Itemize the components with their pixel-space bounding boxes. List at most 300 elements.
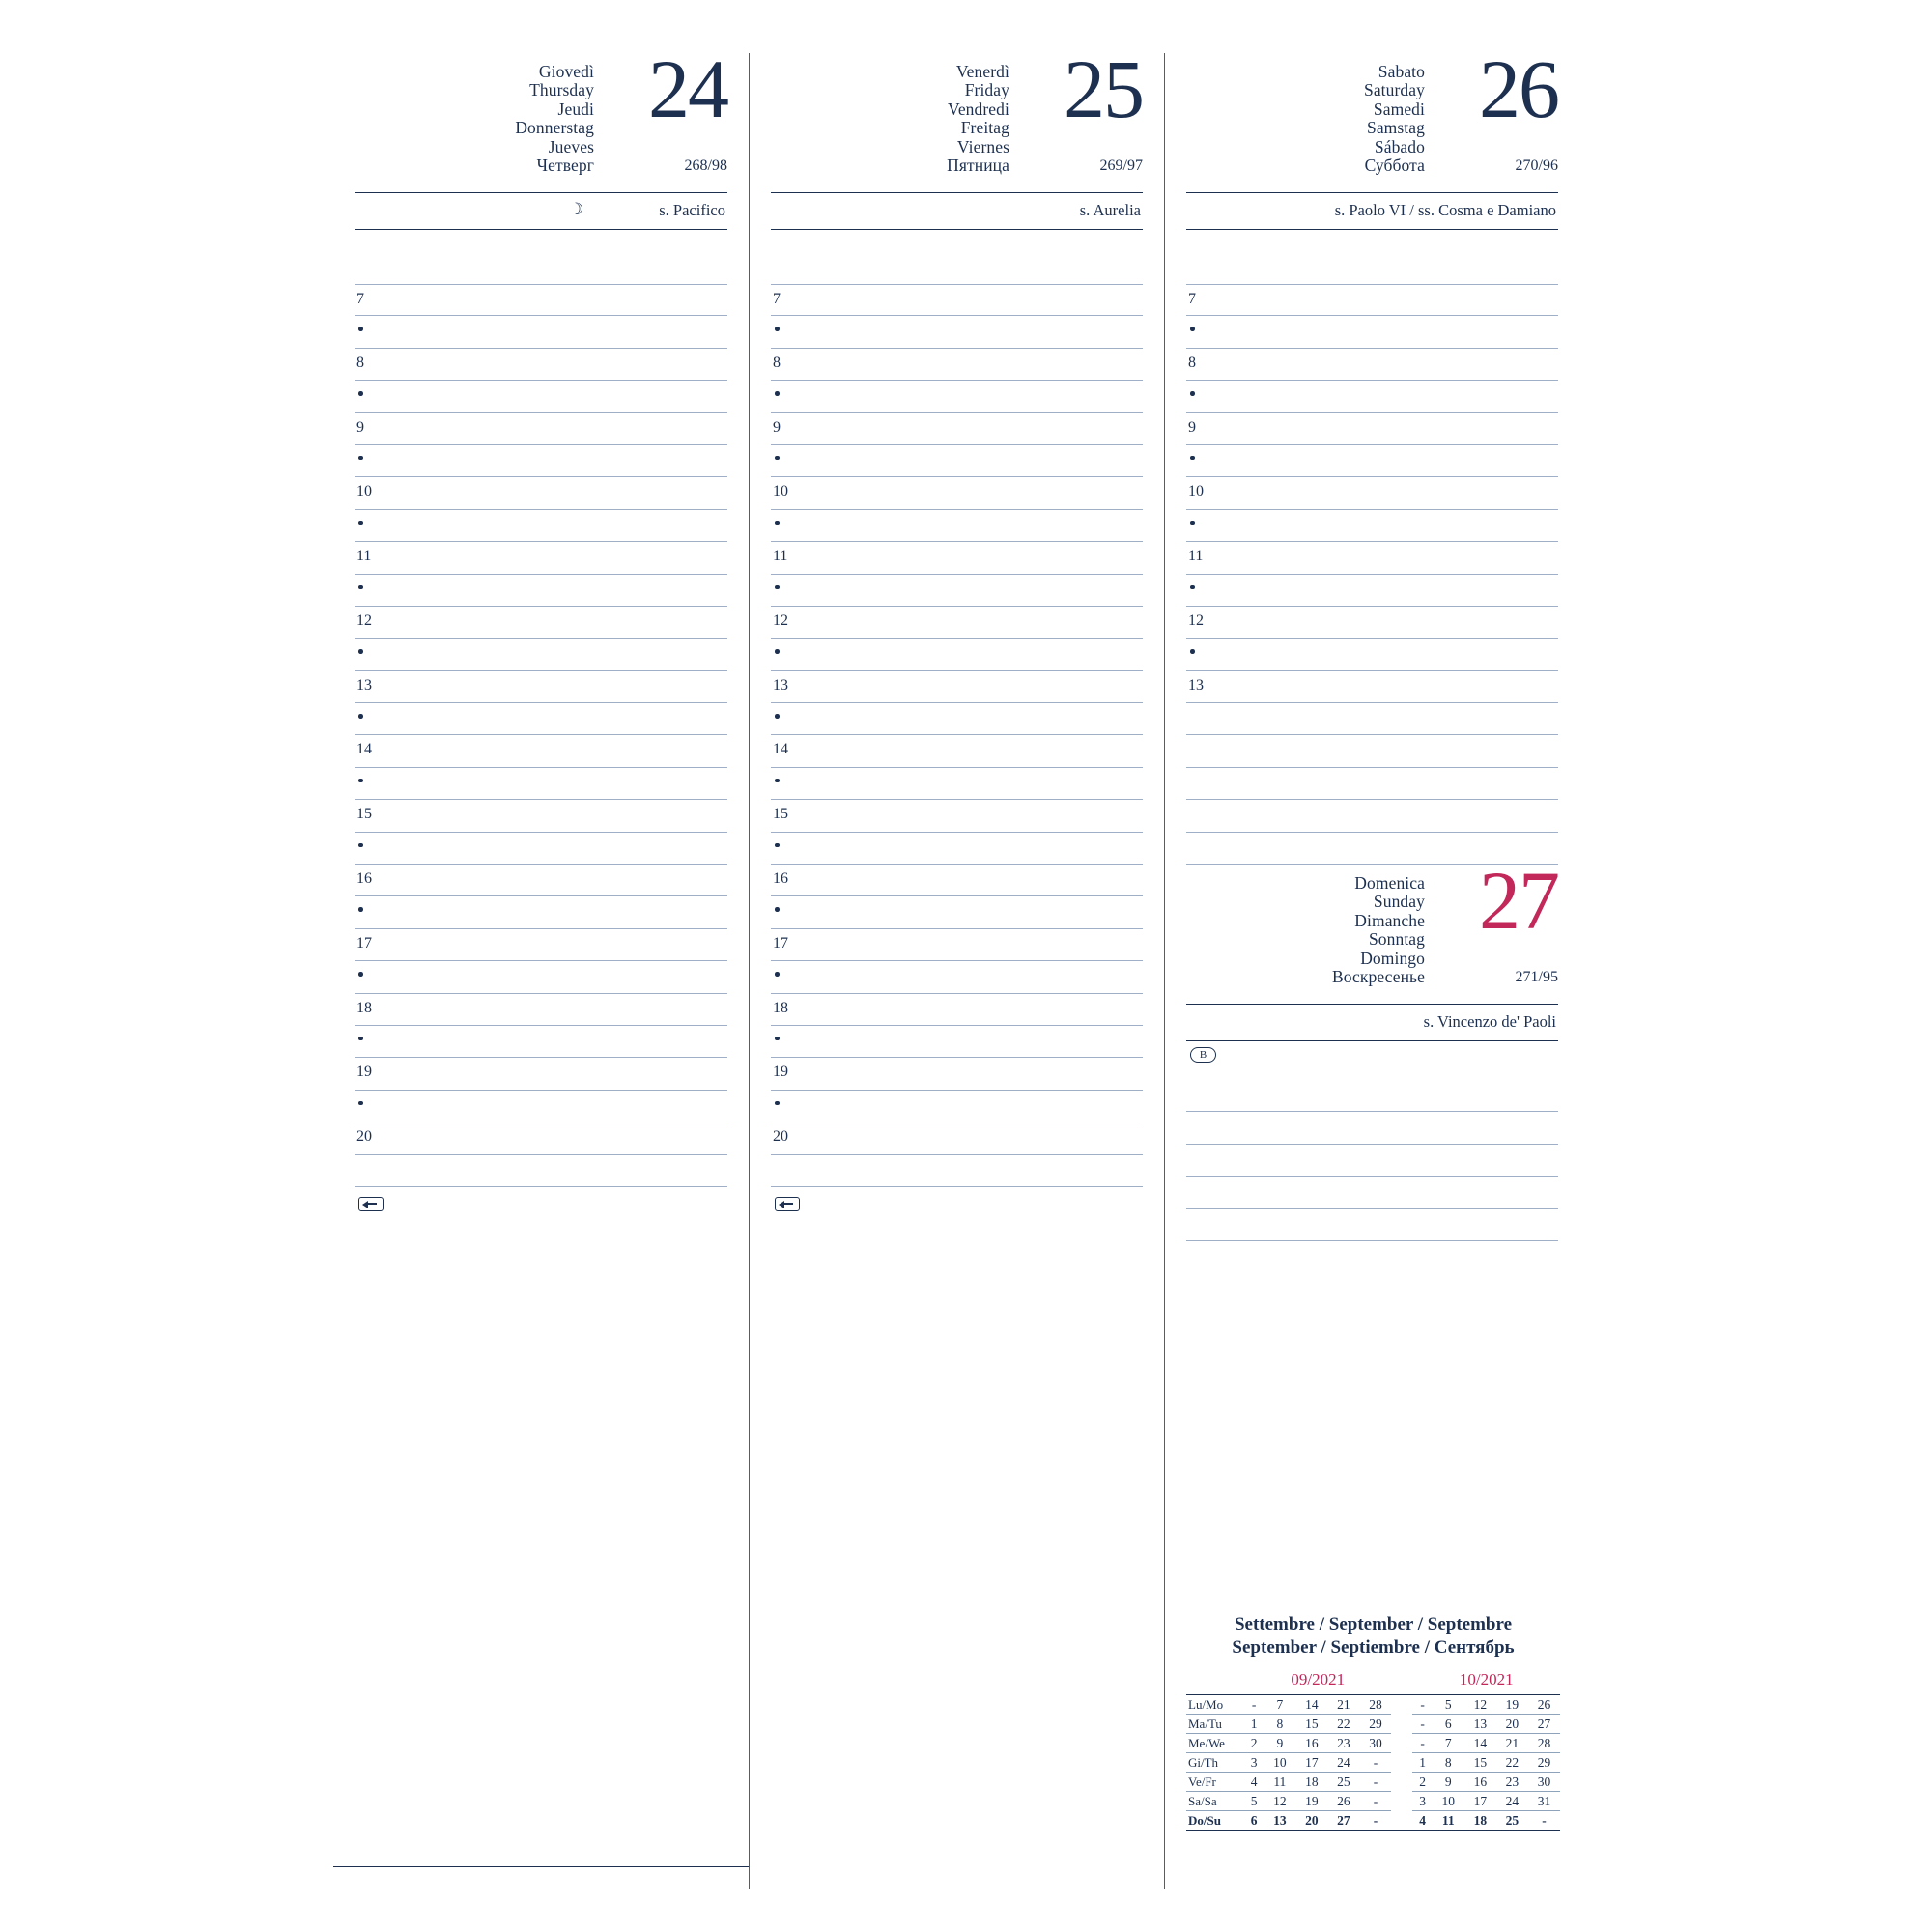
hour-label: 11 [773, 548, 788, 565]
day-name-es: Sábado [1374, 136, 1425, 156]
bookmark-icon[interactable] [1186, 1041, 1558, 1080]
hour-row[interactable] [771, 929, 1143, 961]
date-cell: 18 [1295, 1773, 1327, 1792]
half-hour-dot [775, 521, 780, 526]
saint-name: s. Vincenzo de' Paoli [1423, 1012, 1556, 1032]
hour-label: 7 [356, 291, 364, 307]
day-name-en: Saturday [1363, 80, 1425, 100]
hour-row[interactable] [771, 994, 1143, 1026]
hour-row[interactable] [355, 477, 727, 509]
extra-row[interactable] [1186, 735, 1558, 767]
hour-row[interactable] [355, 1058, 727, 1090]
day-header [771, 43, 1143, 188]
half-hour-row[interactable] [771, 575, 1143, 607]
sunday-note-row[interactable] [1186, 1209, 1558, 1241]
date-cell: 13 [1264, 1811, 1295, 1831]
day-name-fr: Jeudi [557, 99, 594, 119]
hour-label: 7 [773, 291, 781, 307]
hour-grid [1186, 284, 1558, 865]
half-hour-dot [358, 779, 363, 783]
date-cell: 21 [1496, 1734, 1528, 1753]
table-row [1186, 1753, 1560, 1773]
hour-row[interactable] [355, 1122, 727, 1154]
hour-label: 15 [356, 806, 372, 823]
note-tag-icon[interactable] [355, 1187, 727, 1226]
date-cell: 28 [1359, 1695, 1391, 1715]
weekday-label: Me/We [1186, 1734, 1244, 1753]
mini-calendar [1186, 1613, 1560, 1831]
half-hour-dot [358, 714, 363, 719]
table-row [1186, 1773, 1560, 1792]
hour-label: 17 [356, 934, 372, 952]
half-hour-row[interactable] [771, 768, 1143, 800]
half-hour-dot [358, 972, 363, 977]
date-cell: - [1359, 1773, 1391, 1792]
sunday-note-row[interactable] [1186, 1080, 1558, 1112]
hour-row[interactable] [355, 607, 727, 639]
half-hour-row[interactable] [771, 833, 1143, 865]
half-hour-dot [775, 843, 780, 848]
half-hour-row[interactable] [771, 1091, 1143, 1122]
date-cell: 14 [1464, 1734, 1496, 1753]
date-cell: 6 [1433, 1715, 1464, 1734]
date-cell: 12 [1264, 1792, 1295, 1811]
half-hour-row[interactable] [771, 316, 1143, 348]
day-progress: 270/96 [1515, 157, 1558, 174]
hour-row[interactable] [355, 735, 727, 767]
half-hour-row[interactable] [771, 445, 1143, 477]
hour-label: 17 [773, 934, 788, 952]
saint-line [1186, 193, 1558, 229]
date-cell: 2 [1412, 1773, 1432, 1792]
hour-row[interactable] [771, 349, 1143, 381]
half-hour-dot [358, 456, 363, 461]
hour-label: 13 [773, 676, 788, 694]
table-row [1186, 1811, 1560, 1831]
date-cell: 22 [1496, 1753, 1528, 1773]
date-cell: 2 [1244, 1734, 1264, 1753]
half-hour-row[interactable] [771, 896, 1143, 928]
half-hour-row[interactable] [355, 703, 727, 735]
mini-calendar-title-line1: Settembre / September / Septembre [1234, 1614, 1513, 1634]
date-cell: 29 [1359, 1715, 1391, 1734]
half-hour-dot [1190, 456, 1195, 461]
hour-row[interactable] [771, 800, 1143, 832]
date-cell-highlight: 25 [1327, 1773, 1359, 1792]
half-hour-row[interactable] [355, 833, 727, 865]
hour-label: 9 [773, 418, 781, 436]
half-hour-dot [775, 456, 780, 461]
date-cell: - [1359, 1753, 1391, 1773]
date-cell: - [1359, 1792, 1391, 1811]
hour-row[interactable] [771, 477, 1143, 509]
half-hour-row[interactable] [355, 961, 727, 993]
half-hour-dot [358, 327, 363, 331]
sunday-block [1186, 854, 1558, 1241]
extra-row[interactable] [1186, 703, 1558, 735]
half-hour-row[interactable] [771, 381, 1143, 412]
day-column-friday [749, 43, 1164, 1889]
date-cell-highlight: 21 [1327, 1695, 1359, 1715]
mini-calendar-title [1186, 1613, 1560, 1660]
hour-row[interactable] [355, 800, 727, 832]
date-cell: - [1244, 1695, 1264, 1715]
half-hour-dot [1190, 521, 1195, 526]
day-name-es: Domingo [1360, 948, 1425, 968]
date-cell: - [1412, 1695, 1432, 1715]
date-cell: 25 [1496, 1811, 1528, 1831]
table-row [1186, 1792, 1560, 1811]
date-cell: 4 [1244, 1773, 1264, 1792]
date-cell: 27 [1528, 1715, 1560, 1734]
half-hour-dot [775, 714, 780, 719]
hour-row[interactable] [771, 284, 1143, 316]
hour-label: 18 [773, 999, 788, 1016]
date-cell: 18 [1464, 1811, 1496, 1831]
half-hour-dot [358, 907, 363, 912]
day-name-it: Venerdì [955, 62, 1009, 81]
half-hour-dot [358, 585, 363, 590]
free-note-area[interactable] [355, 230, 727, 284]
date-cell-highlight: 26 [1327, 1792, 1359, 1811]
half-hour-row[interactable] [355, 639, 727, 670]
hour-label: 15 [773, 806, 788, 823]
extra-row[interactable] [771, 1155, 1143, 1187]
saint-line [1186, 1005, 1558, 1040]
day-header [355, 43, 727, 188]
half-hour-row[interactable] [355, 381, 727, 412]
date-cell: 4 [1412, 1811, 1432, 1831]
day-name-de: Freitag [960, 118, 1009, 138]
half-hour-dot [358, 1037, 363, 1041]
date-cell: - [1412, 1734, 1432, 1753]
day-name-es: Jueves [548, 136, 594, 156]
date-cell: 5 [1433, 1695, 1464, 1715]
half-hour-dot [358, 1101, 363, 1106]
mini-calendar-title-line2: September / Septiembre / Сентябрь [1232, 1636, 1515, 1658]
extra-row[interactable] [1186, 768, 1558, 800]
day-name-en: Thursday [529, 80, 594, 100]
date-cell: 7 [1433, 1734, 1464, 1753]
date-cell: 7 [1264, 1695, 1295, 1715]
free-note-area[interactable] [771, 230, 1143, 284]
half-hour-dot [775, 779, 780, 783]
saint-name: s. Paolo VI / ss. Cosma e Damiano [1334, 201, 1556, 219]
bookmark-icon-label: B [1190, 1047, 1216, 1063]
weekday-label: Ma/Tu [1186, 1715, 1244, 1734]
date-cell: 3 [1412, 1792, 1432, 1811]
date-cell: 16 [1295, 1734, 1327, 1753]
date-cell: 20 [1496, 1715, 1528, 1734]
hour-label: 7 [1188, 291, 1196, 307]
date-cell: 1 [1412, 1753, 1432, 1773]
day-name-it: Sabato [1378, 62, 1425, 81]
day-name-ru: Пятница [947, 156, 1009, 176]
day-progress: 269/97 [1099, 157, 1143, 174]
half-hour-row[interactable] [355, 575, 727, 607]
saint-name: s. Pacifico [659, 201, 725, 219]
hour-row[interactable] [771, 607, 1143, 639]
hour-label: 10 [773, 483, 788, 500]
day-number: 26 [1479, 43, 1558, 135]
weekday-label: Gi/Th [1186, 1753, 1244, 1773]
day-name-de: Sonntag [1368, 929, 1425, 950]
half-hour-row[interactable] [355, 445, 727, 477]
half-hour-row[interactable] [355, 316, 727, 348]
sunday-note-row[interactable] [1186, 1177, 1558, 1208]
day-header [1186, 43, 1558, 188]
half-hour-dot [775, 972, 780, 977]
half-hour-dot [358, 391, 363, 396]
hour-label: 20 [773, 1128, 788, 1146]
half-hour-row[interactable] [1186, 316, 1558, 348]
half-hour-dot [775, 907, 780, 912]
date-cell: 17 [1295, 1753, 1327, 1773]
date-cell: 23 [1496, 1773, 1528, 1792]
date-cell: 16 [1464, 1773, 1496, 1792]
date-cell: 8 [1433, 1753, 1464, 1773]
day-name-de: Samstag [1366, 118, 1425, 138]
day-header [1186, 854, 1558, 1000]
day-progress: 271/95 [1515, 969, 1558, 986]
day-name-ru: Суббота [1364, 156, 1425, 176]
hour-row[interactable] [1186, 413, 1558, 445]
day-number: 27 [1479, 854, 1558, 948]
half-hour-row[interactable] [771, 961, 1143, 993]
hour-row[interactable] [1186, 607, 1558, 639]
hour-label: 14 [356, 741, 372, 758]
half-hour-row[interactable] [1186, 575, 1558, 607]
weekday-label: Ve/Fr [1186, 1773, 1244, 1792]
day-name-list [1364, 63, 1425, 176]
hour-row[interactable] [355, 671, 727, 703]
date-cell: 30 [1359, 1734, 1391, 1753]
date-cell: 19 [1295, 1792, 1327, 1811]
hour-label: 9 [1188, 418, 1196, 436]
date-cell: - [1528, 1811, 1560, 1831]
hour-label: 11 [1188, 548, 1204, 565]
day-name-list [1332, 874, 1425, 987]
hour-row[interactable] [355, 929, 727, 961]
hour-row[interactable] [771, 1058, 1143, 1090]
day-name-de: Donnerstag [515, 118, 594, 138]
date-cell: 17 [1464, 1792, 1496, 1811]
hour-label: 18 [356, 999, 372, 1016]
hour-row[interactable] [355, 865, 727, 896]
hour-label: 10 [356, 483, 372, 500]
day-column-thursday [333, 43, 749, 1889]
date-cell-highlight: 23 [1327, 1734, 1359, 1753]
half-hour-row[interactable] [355, 1091, 727, 1122]
date-cell-highlight: 24 [1327, 1753, 1359, 1773]
table-row [1186, 1734, 1560, 1753]
half-hour-row[interactable] [771, 703, 1143, 735]
hour-row[interactable] [1186, 542, 1558, 574]
date-cell: 10 [1264, 1753, 1295, 1773]
half-hour-row[interactable] [771, 1026, 1143, 1058]
half-hour-dot [358, 843, 363, 848]
hour-label: 19 [356, 1064, 372, 1081]
free-note-area[interactable] [1186, 230, 1558, 284]
date-cell: 3 [1244, 1753, 1264, 1773]
date-cell: 24 [1496, 1792, 1528, 1811]
mini-calendar-table [1186, 1669, 1560, 1832]
table-row [1186, 1715, 1560, 1734]
sunday-note-row[interactable] [1186, 1112, 1558, 1144]
date-cell: 9 [1433, 1773, 1464, 1792]
day-name-es: Viernes [956, 136, 1009, 156]
hour-label: 12 [773, 611, 788, 629]
left-month-label: 09/2021 [1291, 1670, 1346, 1689]
mini-calendar-year-row [1186, 1669, 1560, 1695]
hour-row[interactable] [355, 349, 727, 381]
day-name-list [947, 63, 1009, 176]
hour-row[interactable] [1186, 284, 1558, 316]
half-hour-dot [1190, 585, 1195, 590]
hour-label: 13 [356, 676, 372, 694]
hour-label: 9 [356, 418, 364, 436]
day-name-ru: Воскресенье [1331, 967, 1425, 987]
day-progress: 268/98 [684, 157, 727, 174]
date-cell: 14 [1295, 1695, 1327, 1715]
half-hour-row[interactable] [355, 896, 727, 928]
half-hour-row[interactable] [1186, 381, 1558, 412]
date-cell: 30 [1528, 1773, 1560, 1792]
half-hour-row[interactable] [355, 1026, 727, 1058]
day-name-it: Domenica [1354, 873, 1425, 894]
half-hour-row[interactable] [771, 639, 1143, 670]
day-name-it: Giovedì [538, 62, 594, 81]
date-cell-highlight: 27 [1327, 1811, 1359, 1831]
moon-phase-icon: ☽ [569, 200, 584, 218]
day-name-fr: Samedi [1373, 99, 1425, 119]
half-hour-row[interactable] [355, 768, 727, 800]
hour-row[interactable] [771, 735, 1143, 767]
weekday-label: Lu/Mo [1186, 1695, 1244, 1715]
date-cell: 28 [1528, 1734, 1560, 1753]
date-cell: 31 [1528, 1792, 1560, 1811]
hour-row[interactable] [355, 413, 727, 445]
hour-row[interactable] [1186, 349, 1558, 381]
page-bottom-rule [333, 1866, 749, 1867]
date-cell: 20 [1295, 1811, 1327, 1831]
date-cell: 10 [1433, 1792, 1464, 1811]
hour-label: 20 [356, 1128, 372, 1146]
hour-grid [771, 284, 1143, 1187]
note-tag-icon[interactable] [771, 1187, 1143, 1226]
day-number: 25 [1064, 43, 1143, 135]
day-name-fr: Dimanche [1354, 910, 1425, 930]
half-hour-dot [775, 585, 780, 590]
hour-label: 12 [1188, 611, 1204, 629]
hour-label: 16 [773, 870, 788, 888]
day-name-fr: Vendredi [948, 99, 1009, 119]
date-cell: 11 [1264, 1773, 1295, 1792]
hour-grid [355, 284, 727, 1187]
saint-name: s. Aurelia [1079, 201, 1141, 219]
half-hour-row[interactable] [1186, 510, 1558, 542]
planner-sheet [333, 43, 1579, 1889]
day-name-en: Sunday [1373, 892, 1425, 912]
half-hour-row[interactable] [1186, 639, 1558, 670]
date-cell: 9 [1264, 1734, 1295, 1753]
weekday-label: Do/Su [1186, 1811, 1244, 1831]
hour-label: 13 [1188, 676, 1204, 694]
hour-row[interactable] [771, 1122, 1143, 1154]
half-hour-dot [358, 521, 363, 526]
half-hour-dot [1190, 327, 1195, 331]
date-cell: 11 [1433, 1811, 1464, 1831]
date-cell: - [1359, 1811, 1391, 1831]
hour-label: 16 [356, 870, 372, 888]
hour-label: 11 [356, 548, 372, 565]
day-name-list [515, 63, 594, 176]
half-hour-dot [775, 327, 780, 331]
extra-row[interactable] [355, 1155, 727, 1187]
date-cell: 15 [1464, 1753, 1496, 1773]
half-hour-dot [358, 649, 363, 654]
date-cell: 12 [1464, 1695, 1496, 1715]
hour-label: 14 [773, 741, 788, 758]
half-hour-dot [775, 1101, 780, 1106]
date-cell: 5 [1244, 1792, 1264, 1811]
date-cell: 13 [1464, 1715, 1496, 1734]
date-cell-highlight: 22 [1327, 1715, 1359, 1734]
extra-row[interactable] [1186, 800, 1558, 832]
date-cell: 15 [1295, 1715, 1327, 1734]
hour-row[interactable] [355, 284, 727, 316]
half-hour-row[interactable] [1186, 445, 1558, 477]
hour-row[interactable] [771, 542, 1143, 574]
date-cell: 6 [1244, 1811, 1264, 1831]
weekday-label: Sa/Sa [1186, 1792, 1244, 1811]
half-hour-dot [775, 391, 780, 396]
day-columns [333, 43, 1579, 1889]
hour-label: 10 [1188, 483, 1204, 500]
half-hour-dot [1190, 649, 1195, 654]
day-name-ru: Четверг [536, 156, 594, 176]
date-cell: 1 [1244, 1715, 1264, 1734]
day-name-en: Friday [964, 80, 1009, 100]
saint-line [355, 193, 727, 229]
right-month-label: 10/2021 [1459, 1670, 1514, 1689]
hour-row[interactable] [771, 413, 1143, 445]
table-row [1186, 1695, 1560, 1715]
half-hour-dot [775, 649, 780, 654]
hour-row[interactable] [1186, 477, 1558, 509]
date-cell: 19 [1496, 1695, 1528, 1715]
half-hour-dot [775, 1037, 780, 1041]
hour-row[interactable] [355, 542, 727, 574]
date-cell: 29 [1528, 1753, 1560, 1773]
hour-row[interactable] [771, 671, 1143, 703]
day-number: 24 [648, 43, 727, 135]
hour-label: 8 [773, 354, 781, 371]
day-column-weekend [1164, 43, 1579, 1889]
date-cell: 8 [1264, 1715, 1295, 1734]
date-cell: - [1412, 1715, 1432, 1734]
half-hour-row[interactable] [355, 510, 727, 542]
hour-row[interactable] [355, 994, 727, 1026]
half-hour-dot [1190, 391, 1195, 396]
hour-row[interactable] [1186, 671, 1558, 703]
half-hour-row[interactable] [771, 510, 1143, 542]
sunday-note-row[interactable] [1186, 1145, 1558, 1177]
saint-line [771, 193, 1143, 229]
date-cell: 26 [1528, 1695, 1560, 1715]
hour-label: 8 [1188, 354, 1196, 371]
hour-row[interactable] [771, 865, 1143, 896]
